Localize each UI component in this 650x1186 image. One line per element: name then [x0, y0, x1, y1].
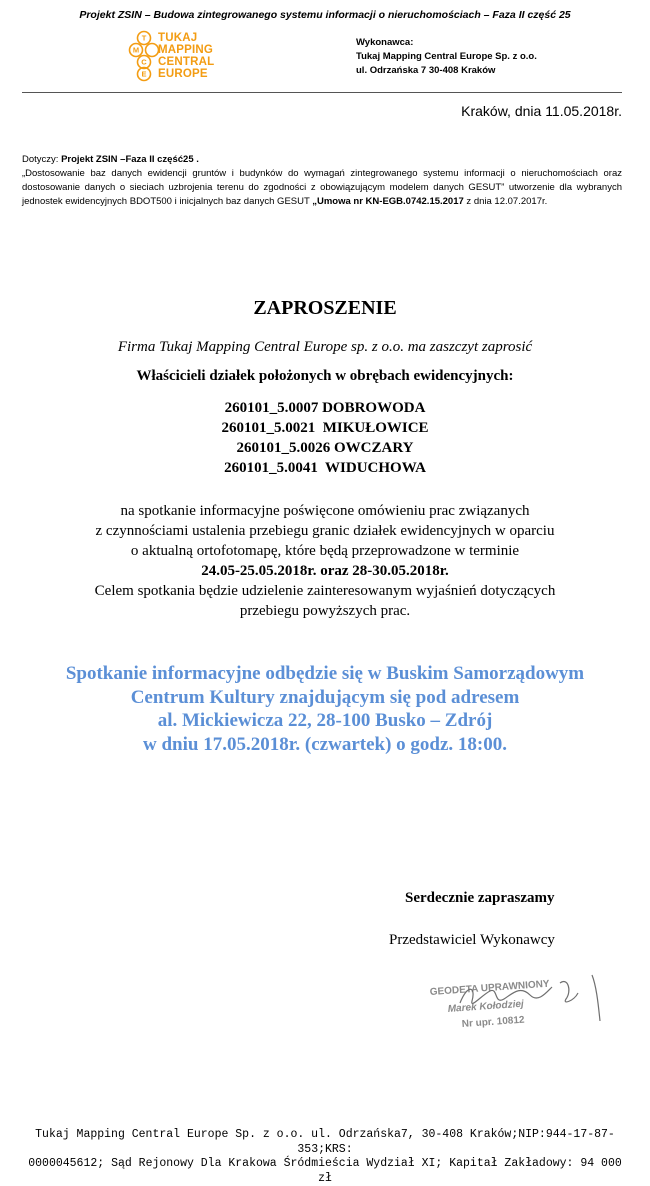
contractor-label: Wykonawca:	[356, 37, 414, 48]
footer-line: Tukaj Mapping Central Europe Sp. z o.o. ul. Odrzańska7, 30-408 Kraków;NIP:944-17-87-353;KRS:	[35, 1128, 615, 1156]
contractor-address: ul. Odrzańska 7 30-408 Kraków	[356, 65, 496, 76]
meeting-info	[0, 662, 650, 756]
precinct-item: 260101_5.0026 OWCZARY	[236, 440, 414, 456]
invitation-title: ZAPROSZENIE	[253, 297, 397, 319]
regarding-desc-part1: „Dostosowanie baz danych ewidencji gruntów i budynków do wymagań zintegrowanego systemu informacji o nieruchomościach oraz dostosowanie danych o sieciach uzbrojenia terenu do zgodności z obowiązującym modelem danych GESUT” utworzenie dla wybranych jednostek ewidencyjnych BDOT500 i inicjalnych baz danych GESUT	[22, 168, 622, 207]
logo-text-central: CENTRAL	[158, 56, 215, 68]
stamp-line-3: Nr upr. 10812	[461, 1014, 525, 1030]
owners-heading: Właścicieli działek położonych w obrębach ewidencyjnych:	[136, 368, 514, 384]
body-line: na spotkanie informacyjne poświęcone omówieniu prac związanych	[120, 503, 530, 519]
logo-letter-t: T	[141, 33, 147, 43]
logo-text-europe: EUROPE	[158, 68, 208, 80]
footer-line: 0000045612; Sąd Rejonowy Dla Krakowa Śródmieścia Wydział XI; Kapitał Zakładowy: 94 000 zł	[28, 1157, 622, 1185]
stamp-line-2: Marek Kołodziej	[447, 998, 525, 1015]
closing-phrase: Serdecznie zapraszamy	[405, 890, 555, 906]
meeting-line: al. Mickiewicza 22, 28-100 Busko – Zdrój	[157, 710, 493, 731]
logo-letter-m: M	[132, 45, 140, 55]
regarding-first-line	[22, 153, 622, 167]
meeting-line: Centrum Kultury znajdującym się pod adresem	[130, 686, 520, 708]
regarding-contract: „Umowa nr KN-EGB.0742.15.2017	[312, 196, 464, 207]
representative-label: Przedstawiciel Wykonawcy	[389, 932, 555, 948]
logo-mark-icon	[128, 30, 160, 82]
stamp-line-1: GEODETA UPRAWNIONY	[429, 978, 550, 998]
logo-letter-c: C	[141, 57, 147, 67]
contractor-name: Tukaj Mapping Central Europe Sp. z o.o.	[356, 51, 537, 62]
precinct-item: 260101_5.0021 MIKUŁOWICE	[221, 420, 429, 436]
footer	[22, 1128, 628, 1186]
precinct-item: 260101_5.0007 DOBROWODA	[224, 400, 426, 416]
work-dates: 24.05-25.05.2018r. oraz 28-30.05.2018r.	[201, 563, 449, 579]
company-logo	[128, 30, 238, 82]
precinct-list	[0, 398, 650, 478]
logo-letter-e: E	[141, 69, 147, 79]
purpose-line: Celem spotkania będzie udzielenie zainteresowanym wyjaśnień dotyczących	[94, 583, 556, 599]
stamp-signature-icon	[420, 965, 610, 1035]
regarding-description	[22, 167, 622, 209]
meeting-line: Spotkanie informacyjne odbędzie się w Buskim Samorządowym	[65, 663, 585, 684]
logo-text-mapping: MAPPING	[158, 44, 214, 56]
regarding-label: Dotyczy:	[22, 154, 62, 165]
contractor-block	[356, 36, 537, 78]
body-line: z czynnościami ustalenia przebiegu granic działek ewidencyjnych w oparciu	[95, 523, 555, 539]
regarding-desc-part2: z dnia 12.07.2017r.	[463, 196, 548, 207]
precinct-item: 260101_5.0041 WIDUCHOWA	[224, 460, 426, 476]
header-project-title: Projekt ZSIN – Budowa zintegrowanego systemu informacji o nieruchomościach – Faza II część 25	[79, 9, 571, 21]
header-divider	[22, 92, 622, 93]
logo-text-tukaj: TUKAJ	[158, 32, 198, 44]
regarding-block	[22, 153, 622, 209]
regarding-project: Projekt ZSIN –Faza II część25 .	[61, 154, 199, 165]
surveyor-stamp	[420, 965, 610, 1035]
body-line: o aktualną ortofotomapę, które będą przeprowadzone w terminie	[130, 543, 520, 559]
meeting-line: w dniu 17.05.2018r. (czwartek) o godz. 18:00.	[143, 733, 507, 755]
purpose-line: przebiegu powyższych prac.	[239, 603, 411, 619]
company-invite-line: Firma Tukaj Mapping Central Europe sp. z o.o. ma zaszczyt zaprosić	[117, 339, 533, 355]
city-date: Kraków, dnia 11.05.2018r.	[461, 103, 622, 119]
invitation-body	[0, 501, 650, 621]
